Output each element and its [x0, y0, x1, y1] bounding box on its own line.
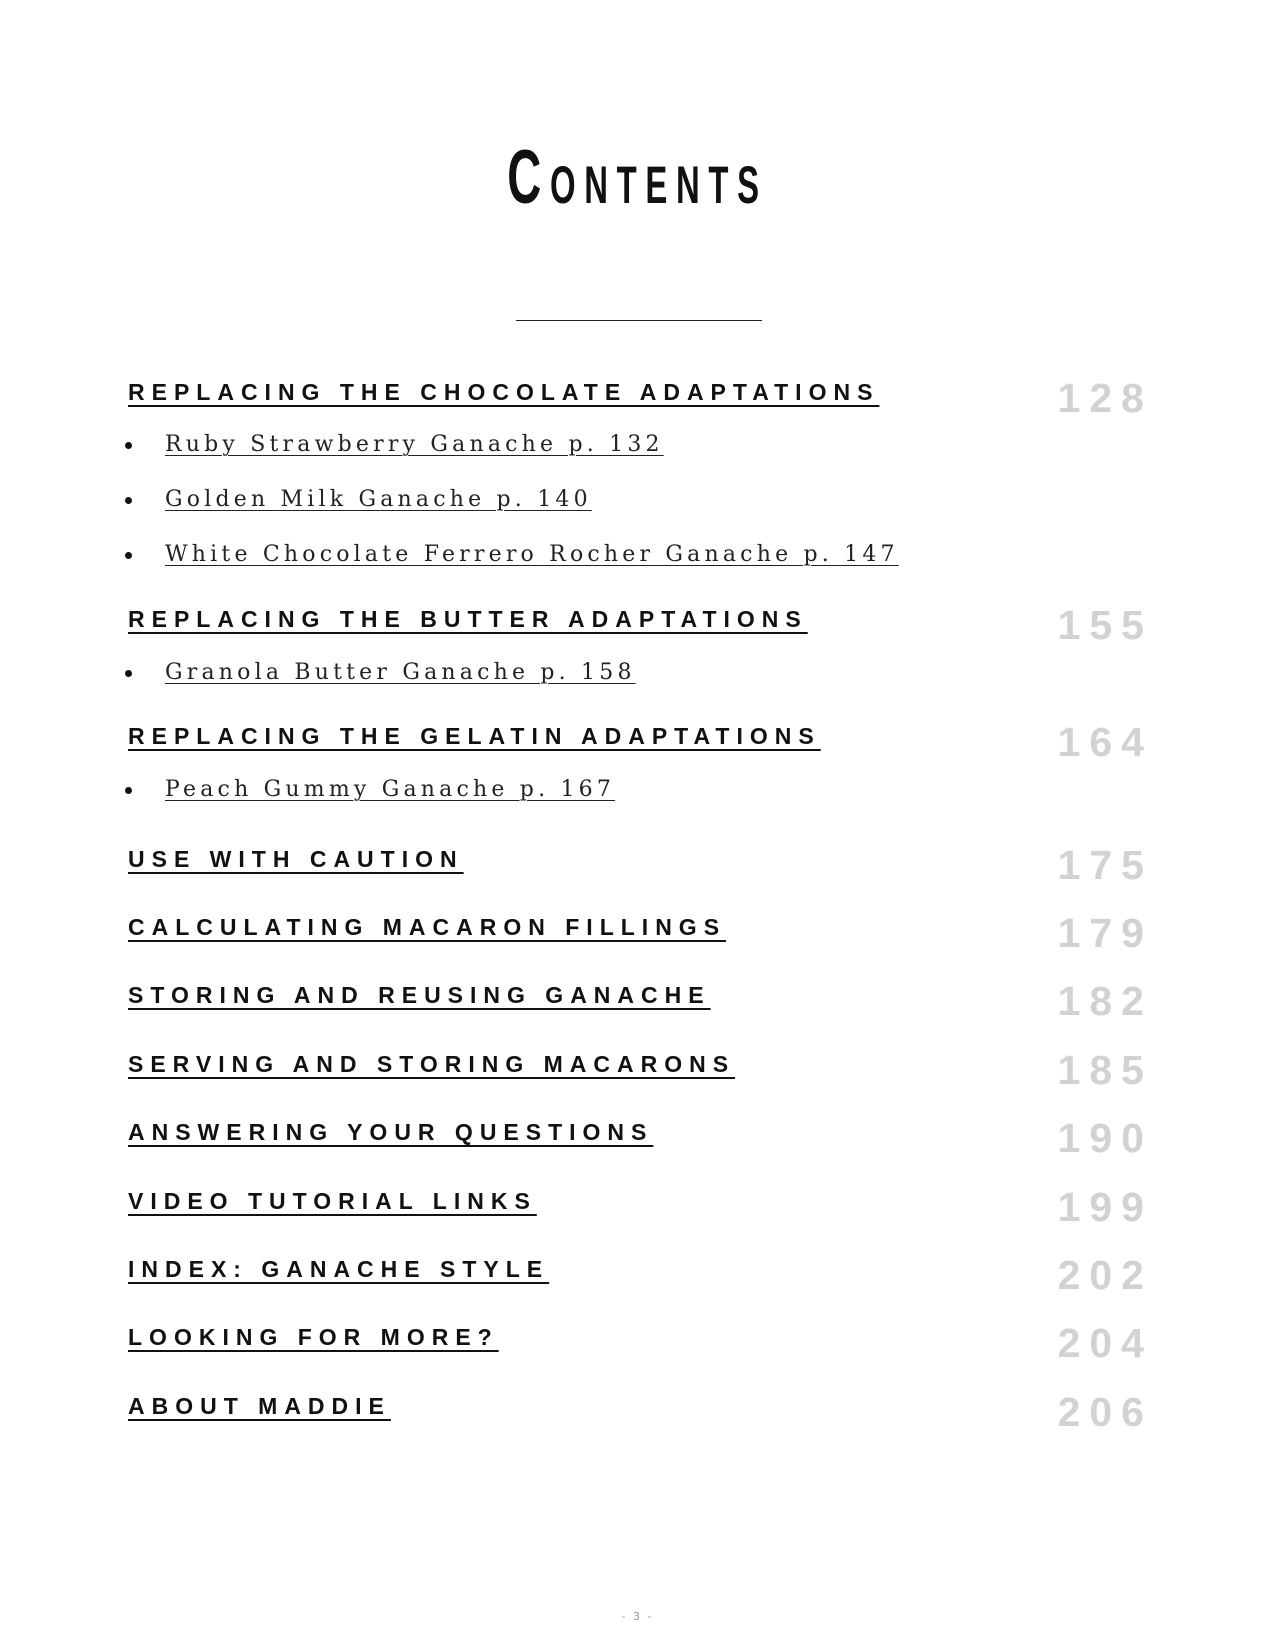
- page-title: Contents: [507, 135, 768, 220]
- toc-page-number: 128: [1057, 375, 1153, 421]
- toc-page-number: 182: [1057, 978, 1153, 1024]
- toc-subitem-label[interactable]: Ruby Strawberry Ganache p. 132: [165, 432, 664, 457]
- toc-page-number: 185: [1057, 1047, 1153, 1093]
- toc-section-label[interactable]: LOOKING FOR MORE?: [128, 1324, 499, 1350]
- bullet-icon: [125, 497, 132, 504]
- toc-entry-calculating-fillings[interactable]: [128, 910, 1153, 956]
- toc-section-label[interactable]: REPLACING THE CHOCOLATE ADAPTATIONS: [128, 379, 880, 405]
- toc-section-label[interactable]: SERVING AND STORING MACARONS: [128, 1051, 736, 1077]
- toc-section-label[interactable]: VIDEO TUTORIAL LINKS: [128, 1188, 537, 1214]
- title-divider: [516, 320, 762, 321]
- toc-page-number: 199: [1057, 1184, 1153, 1230]
- toc-section-label[interactable]: REPLACING THE GELATIN ADAPTATIONS: [128, 723, 821, 749]
- toc-page-number: 202: [1057, 1252, 1153, 1298]
- toc-entry-storing-reusing-ganache[interactable]: [128, 978, 1153, 1024]
- toc-entry-butter-adaptations[interactable]: [128, 602, 1153, 648]
- toc-entry-index-ganache-style[interactable]: [128, 1252, 1153, 1298]
- page-number-footer: - 3 -: [621, 1610, 654, 1623]
- toc-page-number: 164: [1057, 719, 1153, 765]
- bullet-icon: [125, 442, 132, 449]
- toc-section-label[interactable]: USE WITH CAUTION: [128, 846, 464, 872]
- toc-entry-chocolate-adaptations[interactable]: [128, 375, 1153, 421]
- toc-entry-video-tutorial-links[interactable]: [128, 1184, 1153, 1230]
- toc-section-label[interactable]: CALCULATING MACARON FILLINGS: [128, 914, 727, 940]
- toc-entry-gelatin-adaptations[interactable]: [128, 719, 1153, 765]
- toc-section-label[interactable]: STORING AND REUSING GANACHE: [128, 982, 711, 1008]
- toc-entry-about-maddie[interactable]: [128, 1389, 1153, 1435]
- toc-subitem-label[interactable]: Granola Butter Ganache p. 158: [165, 660, 636, 685]
- toc-subitem-label[interactable]: Golden Milk Ganache p. 140: [165, 487, 592, 512]
- toc-section-label[interactable]: ABOUT MADDIE: [128, 1393, 391, 1419]
- toc-page-number: 204: [1057, 1320, 1153, 1366]
- toc-entry-use-with-caution[interactable]: [128, 842, 1153, 888]
- toc-section-label[interactable]: REPLACING THE BUTTER ADAPTATIONS: [128, 606, 808, 632]
- bullet-icon: [125, 787, 132, 794]
- toc-entry-answering-questions[interactable]: [128, 1115, 1153, 1161]
- toc-page-number: 190: [1057, 1115, 1153, 1161]
- toc-section-label[interactable]: ANSWERING YOUR QUESTIONS: [128, 1119, 654, 1145]
- toc-subitem-label[interactable]: White Chocolate Ferrero Rocher Ganache p. 147: [165, 542, 899, 567]
- toc-page-number: 206: [1057, 1389, 1153, 1435]
- toc-page-number: 175: [1057, 842, 1153, 888]
- toc-subitem-label[interactable]: Peach Gummy Ganache p. 167: [165, 777, 616, 802]
- toc-page-number: 179: [1057, 910, 1153, 956]
- toc-entry-looking-for-more[interactable]: [128, 1320, 1153, 1366]
- toc-page-number: 155: [1057, 602, 1153, 648]
- bullet-icon: [125, 552, 132, 559]
- toc-entry-serving-storing-macarons[interactable]: [128, 1047, 1153, 1093]
- toc-section-label[interactable]: INDEX: GANACHE STYLE: [128, 1256, 550, 1282]
- bullet-icon: [125, 670, 132, 677]
